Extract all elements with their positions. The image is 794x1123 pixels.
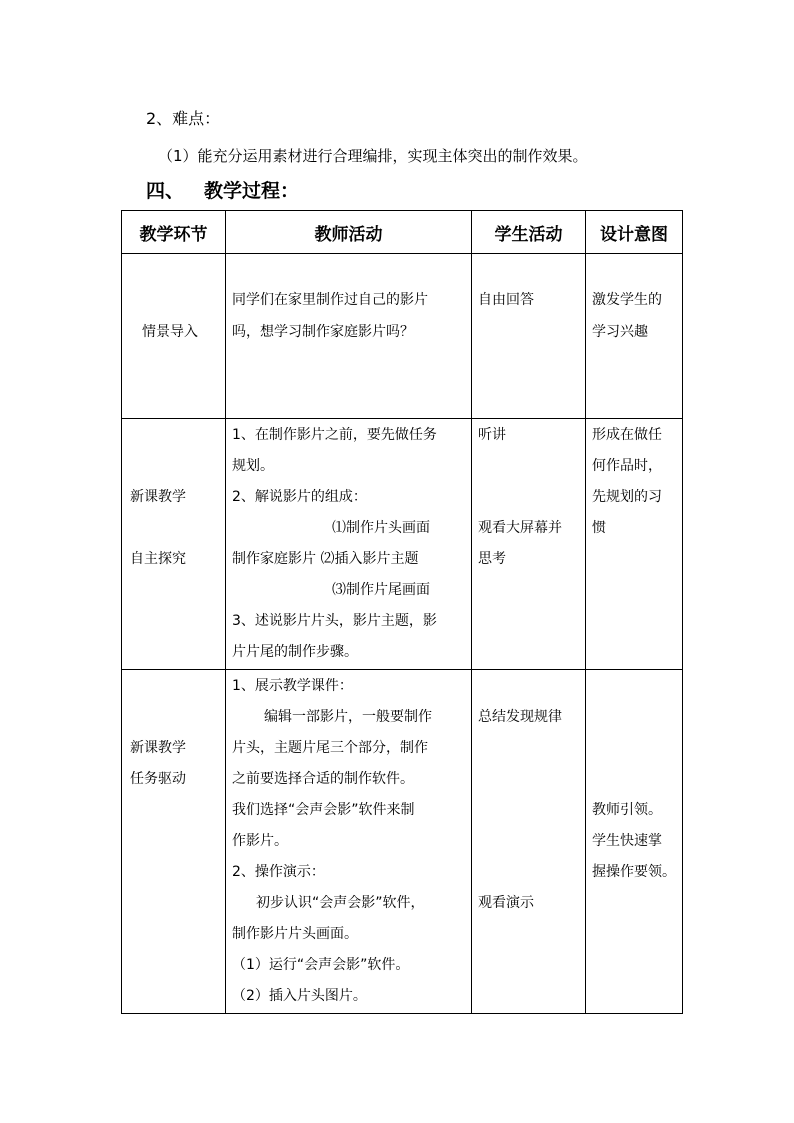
teacher-line: 1、在制作影片之前，要先做任务 bbox=[232, 427, 437, 443]
intent-line: 激发学生的 bbox=[592, 292, 662, 308]
teacher-line: （2）插入片头图片。 bbox=[232, 988, 367, 1004]
teacher-cell bbox=[226, 670, 472, 1014]
teacher-line: 2、操作演示： bbox=[232, 864, 325, 880]
teacher-line: 制作影片片头画面。 bbox=[232, 926, 358, 942]
header-teacher-activity: 教师活动 bbox=[226, 211, 472, 254]
teacher-line: 3、述说影片片头，影片主题，影 bbox=[232, 613, 437, 629]
teacher-cell bbox=[226, 419, 472, 670]
intent-line: 握操作要领。 bbox=[592, 864, 676, 880]
difficulty-heading: 2、难点： bbox=[146, 109, 221, 128]
student-cell bbox=[472, 419, 586, 670]
teacher-line: 规划。 bbox=[232, 458, 274, 474]
difficulty-item: （1）能充分运用素材进行合理编排，实现主体突出的制作效果。 bbox=[158, 147, 588, 165]
intent-line: 教师引领。 bbox=[592, 802, 662, 818]
intent-cell bbox=[586, 670, 683, 1014]
intent-line: 惯 bbox=[592, 520, 606, 536]
intent-line: 先规划的习 bbox=[592, 489, 662, 505]
teacher-line: 片头，主题片尾三个部分，制作 bbox=[232, 740, 428, 756]
teacher-line: 吗，想学习制作家庭影片吗？ bbox=[232, 324, 414, 340]
intent-line: 形成在做任 bbox=[592, 427, 662, 443]
intent-line: 学习兴趣 bbox=[592, 324, 648, 340]
stage-cell bbox=[122, 419, 226, 670]
header-student-activity: 学生活动 bbox=[472, 211, 586, 254]
teacher-line: ⑴制作片头画面 bbox=[332, 520, 430, 536]
intent-cell bbox=[586, 254, 683, 419]
intent-cell bbox=[586, 419, 683, 670]
teacher-line: 初步认识“会声会影”软件， bbox=[256, 895, 425, 911]
student-line: 观看演示 bbox=[478, 895, 534, 911]
intent-line: 何作品时， bbox=[592, 458, 662, 474]
student-cell bbox=[472, 670, 586, 1014]
teacher-line: 作影片。 bbox=[232, 833, 288, 849]
student-cell bbox=[472, 254, 586, 419]
teacher-line: 1、展示教学课件： bbox=[232, 678, 353, 694]
stage-text: 任务驱动 bbox=[130, 771, 186, 787]
teacher-line: 同学们在家里制作过自己的影片 bbox=[232, 292, 428, 308]
stage-cell bbox=[122, 670, 226, 1014]
teacher-line: 之前要选择合适的制作软件。 bbox=[232, 771, 414, 787]
table-header-row bbox=[122, 211, 683, 254]
section-number: 四、 bbox=[146, 180, 185, 202]
header-stage: 教学环节 bbox=[122, 211, 226, 254]
teacher-line: （1）运行“会声会影”软件。 bbox=[232, 957, 410, 973]
teacher-line: 片片尾的制作步骤。 bbox=[232, 644, 358, 660]
teacher-line: ⑶制作片尾画面 bbox=[332, 582, 430, 598]
teacher-line: 2、解说影片的组成： bbox=[232, 489, 367, 505]
teacher-cell bbox=[226, 254, 472, 419]
student-line: 思考 bbox=[478, 551, 506, 567]
student-line: 总结发现规律 bbox=[478, 709, 562, 725]
stage-text: 新课教学 bbox=[130, 740, 186, 756]
student-line: 听讲 bbox=[478, 427, 506, 443]
teacher-line: 我们选择“会声会影”软件来制 bbox=[232, 802, 415, 818]
student-line: 观看大屏幕并 bbox=[478, 520, 562, 536]
student-line: 自由回答 bbox=[478, 292, 534, 308]
section-title: 教学过程： bbox=[204, 180, 300, 202]
header-design-intent: 设计意图 bbox=[586, 211, 683, 254]
stage-text: 新课教学 bbox=[130, 489, 186, 505]
stage-text: 情景导入 bbox=[142, 324, 198, 340]
table-row bbox=[122, 419, 683, 670]
teacher-line: 制作家庭影片 ⑵插入影片主题 bbox=[232, 551, 419, 567]
teaching-process-table bbox=[121, 210, 683, 1014]
teacher-line: 编辑一部影片，一般要制作 bbox=[264, 709, 432, 725]
stage-text: 自主探究 bbox=[130, 551, 186, 567]
stage-cell bbox=[122, 254, 226, 419]
intent-line: 学生快速掌 bbox=[592, 833, 662, 849]
table-row bbox=[122, 254, 683, 419]
section-heading bbox=[146, 176, 299, 203]
table-row bbox=[122, 670, 683, 1014]
